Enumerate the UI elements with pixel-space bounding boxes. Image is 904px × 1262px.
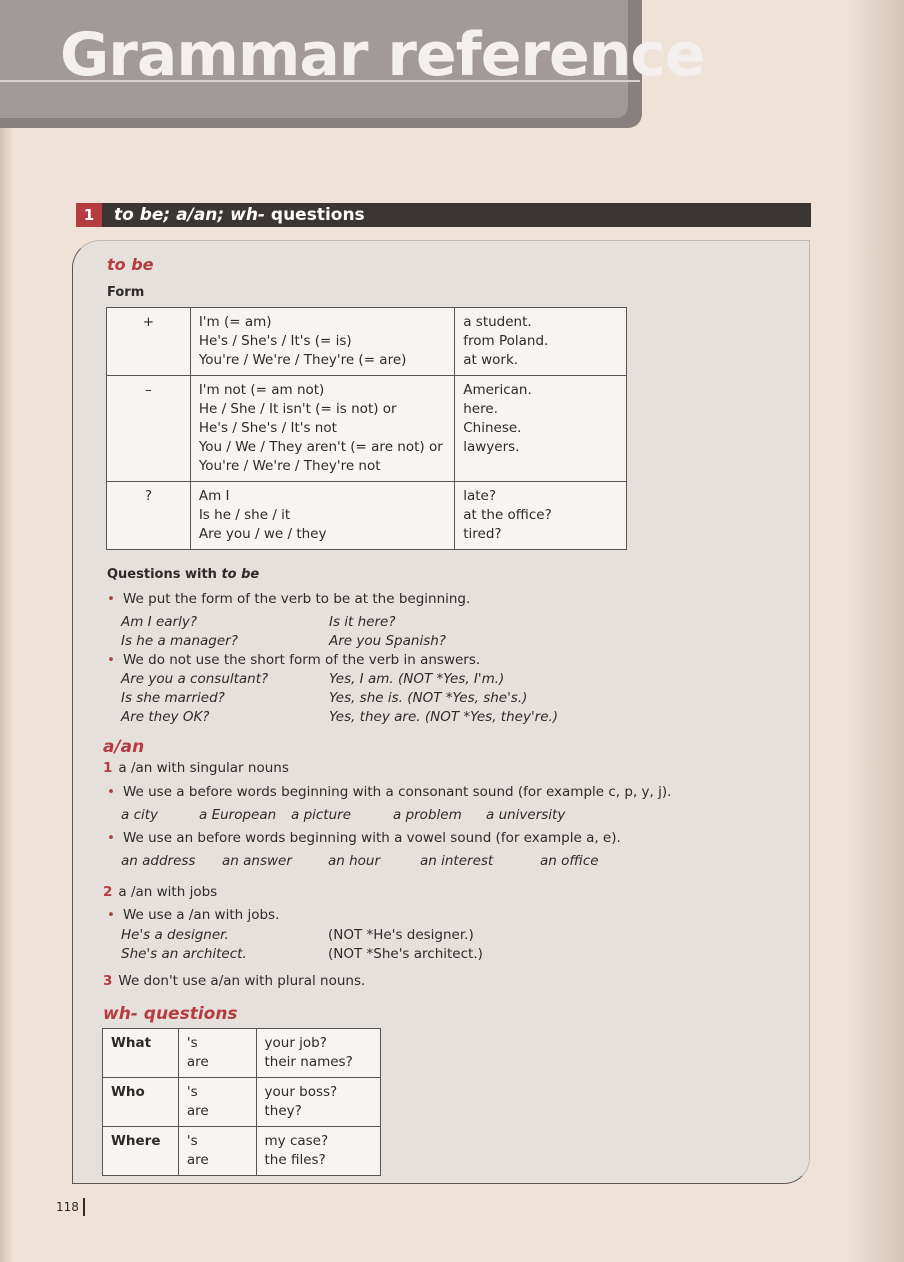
complement-cell <box>455 308 627 376</box>
object-line: they? <box>264 1103 302 1119</box>
point <box>103 760 289 776</box>
table-row <box>107 482 627 550</box>
verb-line: are <box>186 1103 209 1119</box>
table-row <box>107 376 627 482</box>
to-be-form-table <box>106 307 627 550</box>
subject-cell <box>190 308 454 376</box>
table-row <box>103 1029 381 1078</box>
example: a university <box>486 807 566 823</box>
complement-line: at the office? <box>463 507 552 523</box>
to-be-heading: to be <box>107 255 154 274</box>
complement-cell <box>455 482 627 550</box>
point-text: a /an with jobs <box>118 884 218 900</box>
subject-line: You're / We're / They're (= are) <box>198 352 407 368</box>
point-text: We don't use a/an with plural nouns. <box>118 973 366 989</box>
questions-heading-plain: Questions with <box>107 567 222 582</box>
table-row <box>103 1078 381 1127</box>
object-line: their names? <box>264 1054 353 1070</box>
example: a European <box>199 807 277 823</box>
form-symbol: – <box>107 376 191 482</box>
complement-line: at work. <box>463 352 519 368</box>
complement-line: tired? <box>463 526 502 542</box>
wh-word: Where <box>103 1127 179 1176</box>
example: Yes, they are. (NOT *Yes, they're.) <box>329 709 559 725</box>
object-cell <box>256 1127 380 1176</box>
subject-line: Am I <box>198 488 230 504</box>
a-an-heading: a/an <box>103 737 145 757</box>
subject-line: He / She / It isn't (= is not) or <box>198 401 397 417</box>
table-row <box>103 1127 381 1176</box>
bullet-text: We use a before words beginning with a consonant sound (for example c, p, y, j). <box>122 784 672 800</box>
wh-questions-table <box>102 1028 381 1176</box>
complement-line: American. <box>463 382 532 398</box>
example: an answer <box>222 853 292 869</box>
table-row <box>107 308 627 376</box>
example: Are you Spanish? <box>329 633 446 649</box>
complement-line: from Poland. <box>463 333 549 349</box>
subject-line: He's / She's / It's (= is) <box>198 333 352 349</box>
subject-line: I'm not (= am not) <box>198 382 325 398</box>
section-number: 1 <box>76 203 102 227</box>
point <box>103 884 217 900</box>
bullet-item: • We use a before words beginning with a consonant sound (for example c, p, y, j). <box>107 784 672 800</box>
verb-line: 's <box>186 1035 198 1051</box>
complement-line: lawyers. <box>463 439 520 455</box>
wh-word: What <box>103 1029 179 1078</box>
form-symbol: ? <box>107 482 191 550</box>
example: Yes, I am. (NOT *Yes, I'm.) <box>329 671 505 687</box>
verb-cell <box>178 1029 256 1078</box>
example: an office <box>540 853 599 869</box>
page-title: Grammar reference <box>60 20 705 90</box>
complement-cell <box>455 376 627 482</box>
example: Are you a consultant? <box>121 671 269 687</box>
wh-word: Who <box>103 1078 179 1127</box>
complement-line: here. <box>463 401 498 417</box>
example: Is he a manager? <box>121 633 238 649</box>
complement-line: late? <box>463 488 497 504</box>
subject-line: He's / She's / It's not <box>198 420 337 436</box>
example-note: (NOT *She's architect.) <box>328 946 483 962</box>
object-line: your boss? <box>264 1084 338 1100</box>
example: Am I early? <box>121 614 197 630</box>
subject-line: I'm (= am) <box>198 314 272 330</box>
example: a city <box>121 807 159 823</box>
questions-heading <box>107 567 259 582</box>
page-number: 118 <box>56 1198 85 1216</box>
example: Is it here? <box>329 614 396 630</box>
example: He's a designer. <box>121 927 229 943</box>
wh-questions-heading: wh- questions <box>103 1004 238 1024</box>
bullet-text: We put the form of the verb to be at the beginning. <box>122 591 471 607</box>
subject-line: Is he / she / it <box>198 507 291 523</box>
verb-line: are <box>186 1152 209 1168</box>
example: Yes, she is. (NOT *Yes, she's.) <box>329 690 528 706</box>
example-note: (NOT *He's designer.) <box>328 927 474 943</box>
point-number: 3 <box>103 973 113 989</box>
verb-line: 's <box>186 1133 198 1149</box>
verb-cell <box>178 1078 256 1127</box>
verb-cell <box>178 1127 256 1176</box>
page-shadow-right <box>844 0 904 1262</box>
example: an address <box>121 853 196 869</box>
example: an interest <box>420 853 494 869</box>
verb-line: are <box>186 1054 209 1070</box>
complement-line: Chinese. <box>463 420 522 436</box>
complement-line: a student. <box>463 314 532 330</box>
example: She's an architect. <box>121 946 247 962</box>
verb-line: 's <box>186 1084 198 1100</box>
section-title-italic: to be; a/an; wh- <box>114 205 265 225</box>
section-title-plain: questions <box>264 205 365 225</box>
form-symbol: + <box>107 308 191 376</box>
object-line: your job? <box>264 1035 327 1051</box>
example: Is she married? <box>121 690 225 706</box>
subject-line: Are you / we / they <box>198 526 327 542</box>
bullet-text: We use an before words beginning with a vowel sound (for example a, e). <box>122 830 621 846</box>
object-cell <box>256 1078 380 1127</box>
bullet-item: • We do not use the short form of the verb in answers. <box>107 652 481 668</box>
subject-line: You / We / They aren't (= are not) or <box>198 439 443 455</box>
form-label: Form <box>107 285 145 300</box>
object-line: my case? <box>264 1133 329 1149</box>
bullet-item: • We use an before words beginning with a vowel sound (for example a, e). <box>107 830 621 846</box>
object-cell <box>256 1029 380 1078</box>
page-shadow-left <box>0 0 14 1262</box>
point-number: 2 <box>103 884 113 900</box>
bullet-text: We do not use the short form of the verb in answers. <box>122 652 481 668</box>
bullet-item: • We put the form of the verb to be at the beginning. <box>107 591 471 607</box>
subject-line: You're / We're / They're not <box>198 458 381 474</box>
object-line: the files? <box>264 1152 326 1168</box>
bullet-text: We use a /an with jobs. <box>122 907 280 923</box>
example: an hour <box>328 853 381 869</box>
example: a problem <box>393 807 462 823</box>
bullet-item: • We use a /an with jobs. <box>107 907 280 923</box>
example: Are they OK? <box>121 709 210 725</box>
point-text: a /an with singular nouns <box>118 760 289 776</box>
subject-cell <box>190 376 454 482</box>
questions-heading-italic: to be <box>221 567 260 582</box>
example: a picture <box>291 807 352 823</box>
point <box>103 973 365 989</box>
subject-cell <box>190 482 454 550</box>
point-number: 1 <box>103 760 113 776</box>
section-title <box>114 203 365 227</box>
